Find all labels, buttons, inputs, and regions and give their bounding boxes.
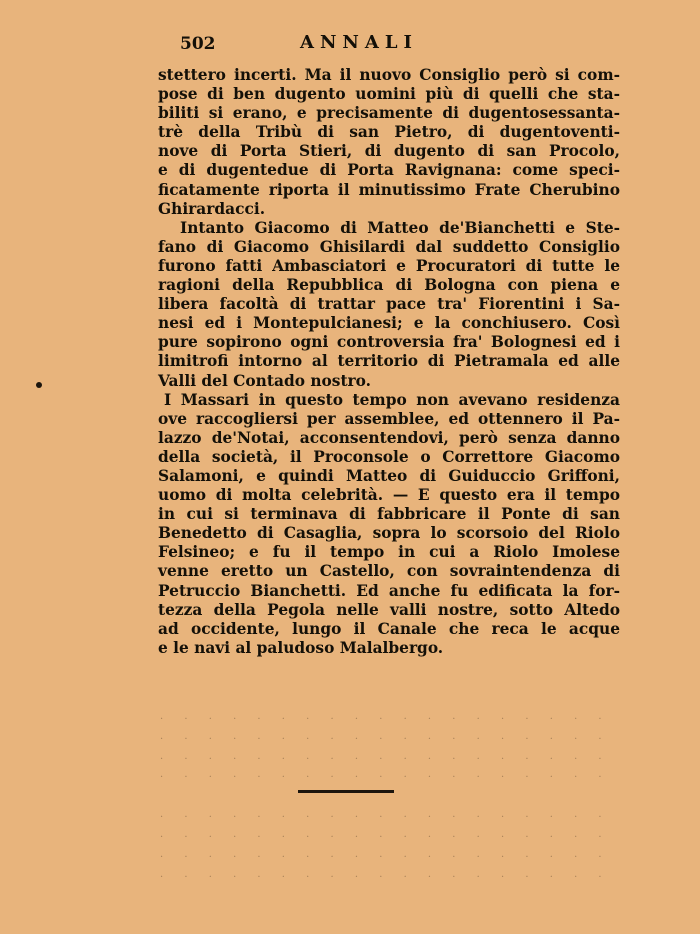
show-through-noise: · · · · · · · · · · · · · · · · · · · (160, 812, 611, 822)
text-line: ragioni della Repubblica di Bologna con piena e (158, 276, 620, 295)
text-line: Intanto Giacomo di Matteo de'Bianchetti e Ste- (180, 218, 620, 237)
text-line: ove raccogliersi per assemblee, ed ottennero il Pa- (158, 409, 620, 428)
text-line: furono fatti Ambasciatori e Procuratori di tutte le (158, 256, 620, 275)
text-line: stettero incerti. Ma il nuovo Consiglio però si com- (158, 66, 620, 84)
text-line: nove di Porta Stieri, di dugento di san Procolo, (158, 142, 620, 161)
text-line: ad occidente, lungo il Canale che reca le acque (158, 619, 620, 638)
text-line: pure sopirono ogni controversia fra' Bolognesi ed i (158, 333, 620, 352)
text-line: libera facoltà di trattar pace tra' Fiorentini i Sa- (158, 295, 620, 314)
show-through-noise: · · · · · · · · · · · · · · · · · · · (160, 772, 611, 782)
text-line: pose di ben dugento uomini più di quelli che sta- (158, 85, 620, 104)
show-through-noise: · · · · · · · · · · · · · · · · · · · (160, 714, 611, 724)
margin-mark (36, 382, 42, 388)
show-through-noise: · · · · · · · · · · · · · · · · · · · (160, 832, 611, 842)
text-line: della società, il Proconsole o Correttore Giacomo (158, 447, 620, 466)
show-through-noise: · · · · · · · · · · · · · · · · · · · (160, 754, 611, 764)
text-line: trè della Tribù di san Pietro, di dugentoventi- (158, 123, 620, 142)
section-rule (298, 790, 394, 793)
text-line: uomo di molta celebrità. — E questo era il tempo (158, 486, 620, 505)
text-line: limitrofi intorno al territorio di Pietramala ed alle (158, 352, 620, 371)
text-line: e di dugentedue di Porta Ravignana: come speci- (158, 161, 620, 180)
text-line: venne eretto un Castello, con sovraintendenza di (158, 562, 620, 581)
text-line: Petruccio Bianchetti. Ed anche fu edificata la for- (158, 581, 620, 600)
text-line: e le navi al paludoso Malalbergo. (158, 638, 444, 657)
text-line: in cui si terminava di fabbricare il Ponte di san (158, 505, 620, 524)
text-line: biliti si erano, e precisamente di dugentosessanta- (158, 104, 620, 123)
show-through-noise: · · · · · · · · · · · · · · · · · · · (160, 734, 611, 744)
text-line: Salamoni, e quindi Matteo di Guiduccio Griffoni, (158, 466, 620, 485)
text-line: Felsineo; e fu il tempo in cui a Riolo Imolese (158, 543, 620, 562)
text-line: lazzo de'Notai, acconsentendovi, però senza danno (158, 428, 620, 447)
text-line: Benedetto di Casaglia, sopra lo scorsoio del Riolo (158, 524, 620, 543)
text-line: fano di Giacomo Ghisilardi dal suddetto Consiglio (158, 237, 620, 256)
text-line: tezza della Pegola nelle valli nostre, sotto Altedo (158, 600, 620, 619)
body-text (158, 66, 620, 658)
show-through-noise: · · · · · · · · · · · · · · · · · · · (160, 852, 611, 862)
text-line: Valli del Contado nostro. (158, 371, 372, 390)
page-number: 502 (180, 34, 216, 54)
text-line: nesi ed i Montepulcianesi; e la conchiusero. Così (158, 314, 620, 333)
page-header (180, 30, 620, 60)
text-line: ficatamente riporta il minutissimo Frate Cherubino (158, 180, 620, 199)
text-line: Ghirardacci. (158, 199, 266, 218)
show-through-noise: · · · · · · · · · · · · · · · · · · · (160, 872, 611, 882)
text-line: I Massari in questo tempo non avevano residenza (164, 390, 620, 409)
running-title: ANNALI (300, 32, 418, 53)
